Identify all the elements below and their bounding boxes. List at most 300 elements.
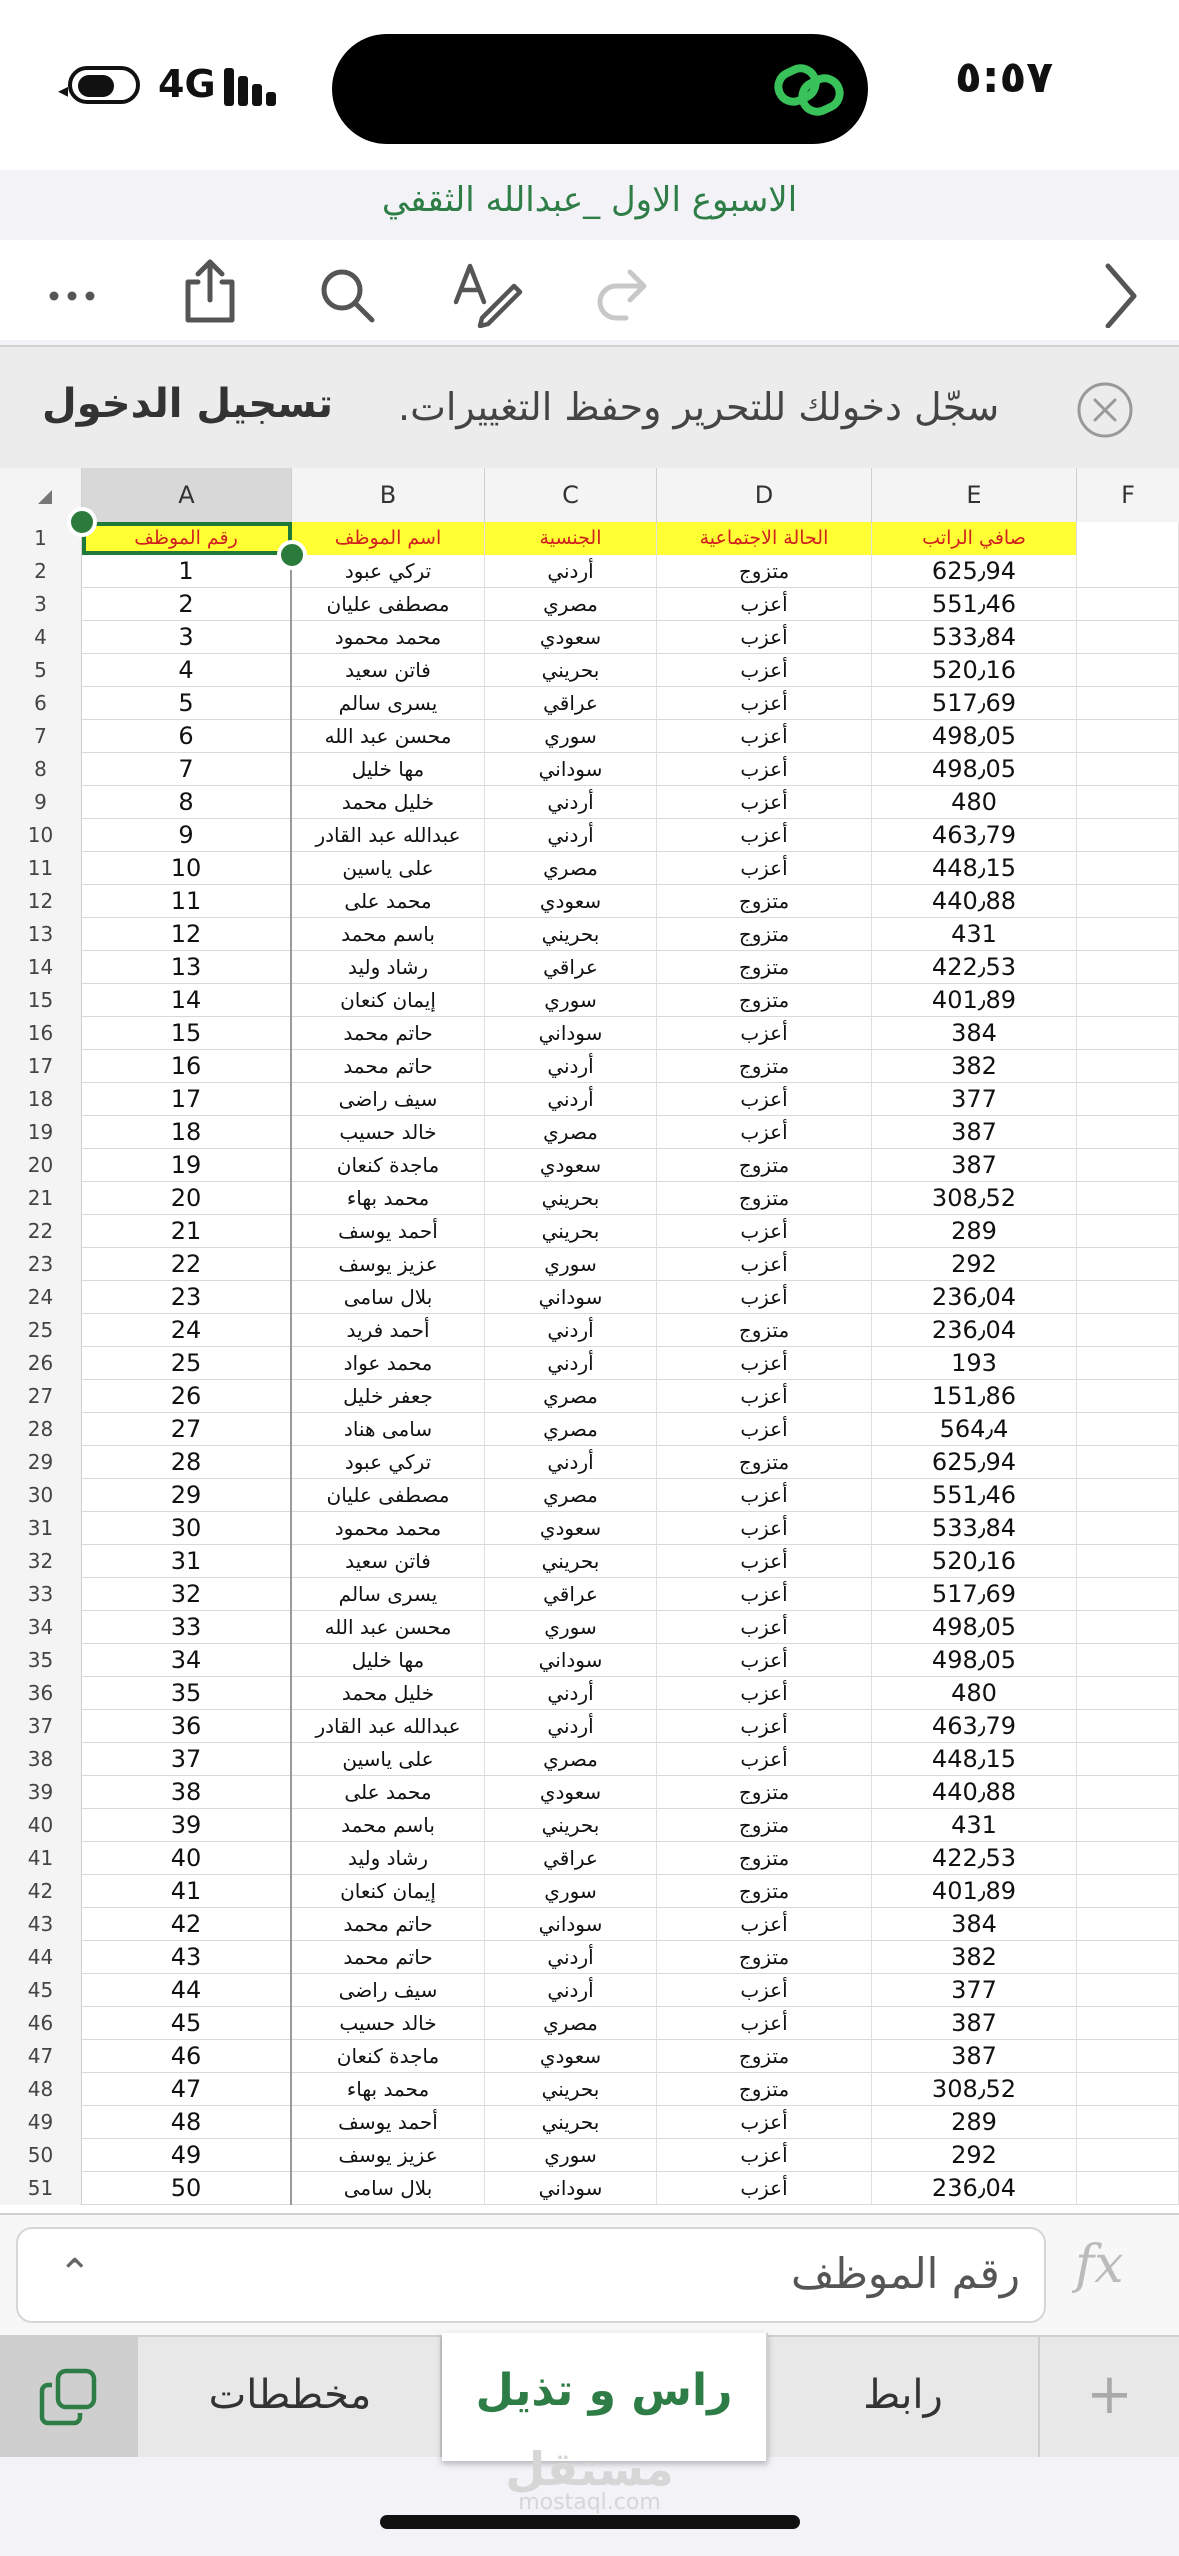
cell-marital-status[interactable]: متزوج: [657, 555, 872, 588]
cell-net-salary[interactable]: 289: [872, 1215, 1077, 1248]
cell-net-salary[interactable]: 533٫84: [872, 621, 1077, 654]
cell-nationality[interactable]: سوري: [485, 720, 657, 753]
cell-employee-id[interactable]: 10: [82, 852, 292, 885]
cell-employee-name[interactable]: باسم محمد: [292, 1809, 485, 1842]
row-number[interactable]: 36: [0, 1677, 82, 1710]
cell-employee-name[interactable]: مها خليل: [292, 1644, 485, 1677]
cell-net-salary[interactable]: 448٫15: [872, 1743, 1077, 1776]
row-number[interactable]: 21: [0, 1182, 82, 1215]
cell-marital-status[interactable]: أعزب: [657, 1512, 872, 1545]
cell-employee-id[interactable]: 39: [82, 1809, 292, 1842]
cell-net-salary[interactable]: 564٫4: [872, 1413, 1077, 1446]
cell-employee-id[interactable]: 15: [82, 1017, 292, 1050]
cell-net-salary[interactable]: 236٫04: [872, 1314, 1077, 1347]
cell-header-nationality[interactable]: الجنسية: [485, 522, 657, 555]
cell-employee-name[interactable]: محسن عبد الله: [292, 720, 485, 753]
cell-employee-id[interactable]: 33: [82, 1611, 292, 1644]
cell-nationality[interactable]: سوداني: [485, 1908, 657, 1941]
cell-net-salary[interactable]: 625٫94: [872, 1446, 1077, 1479]
cell-nationality[interactable]: سوري: [485, 984, 657, 1017]
cell-nationality[interactable]: سوداني: [485, 1017, 657, 1050]
cell-marital-status[interactable]: متزوج: [657, 1182, 872, 1215]
cell-net-salary[interactable]: 401٫89: [872, 1875, 1077, 1908]
cell-empty[interactable]: [1077, 1248, 1179, 1281]
cell-employee-id[interactable]: 25: [82, 1347, 292, 1380]
cell-employee-id[interactable]: 13: [82, 951, 292, 984]
row-number[interactable]: 37: [0, 1710, 82, 1743]
column-header-b[interactable]: B: [292, 468, 485, 522]
redo-icon[interactable]: [586, 252, 662, 328]
cell-marital-status[interactable]: متزوج: [657, 1842, 872, 1875]
cell-nationality[interactable]: أردني: [485, 1710, 657, 1743]
cell-empty[interactable]: [1077, 1083, 1179, 1116]
row-number[interactable]: 1: [0, 522, 82, 555]
cell-net-salary[interactable]: 236٫04: [872, 2172, 1077, 2205]
cell-nationality[interactable]: أردني: [485, 786, 657, 819]
cell-employee-id[interactable]: 44: [82, 1974, 292, 2007]
cell-employee-id[interactable]: 17: [82, 1083, 292, 1116]
cell-nationality[interactable]: سوداني: [485, 2172, 657, 2205]
cell-nationality[interactable]: عراقي: [485, 1842, 657, 1875]
cell-empty[interactable]: [1077, 654, 1179, 687]
cell-nationality[interactable]: سوري: [485, 1248, 657, 1281]
cell-employee-name[interactable]: خالد حسيب: [292, 2007, 485, 2040]
cell-nationality[interactable]: بحريني: [485, 1809, 657, 1842]
cell-marital-status[interactable]: متزوج: [657, 1314, 872, 1347]
cell-nationality[interactable]: أردني: [485, 1083, 657, 1116]
row-number[interactable]: 13: [0, 918, 82, 951]
cell-employee-id[interactable]: 4: [82, 654, 292, 687]
cell-marital-status[interactable]: أعزب: [657, 1017, 872, 1050]
cell-marital-status[interactable]: أعزب: [657, 753, 872, 786]
cell-empty[interactable]: [1077, 522, 1179, 555]
cell-net-salary[interactable]: 498٫05: [872, 753, 1077, 786]
cell-marital-status[interactable]: متزوج: [657, 2073, 872, 2106]
cell-nationality[interactable]: أردني: [485, 1974, 657, 2007]
cell-net-salary[interactable]: 431: [872, 918, 1077, 951]
row-number[interactable]: 24: [0, 1281, 82, 1314]
cell-employee-name[interactable]: يسرى سالم: [292, 687, 485, 720]
cell-nationality[interactable]: سعودي: [485, 2040, 657, 2073]
cell-header-net-salary[interactable]: صافي الراتب: [872, 522, 1077, 555]
cell-empty[interactable]: [1077, 1842, 1179, 1875]
cell-net-salary[interactable]: 551٫46: [872, 588, 1077, 621]
cell-nationality[interactable]: بحريني: [485, 2073, 657, 2106]
cell-employee-id[interactable]: 29: [82, 1479, 292, 1512]
cell-marital-status[interactable]: أعزب: [657, 1743, 872, 1776]
cell-employee-id[interactable]: 18: [82, 1116, 292, 1149]
cell-marital-status[interactable]: أعزب: [657, 1677, 872, 1710]
cell-header-employee-id[interactable]: رقم الموظف: [82, 522, 292, 555]
cell-empty[interactable]: [1077, 1347, 1179, 1380]
cell-net-salary[interactable]: 382: [872, 1050, 1077, 1083]
cell-employee-name[interactable]: عزيز يوسف: [292, 1248, 485, 1281]
cell-employee-id[interactable]: 37: [82, 1743, 292, 1776]
cell-marital-status[interactable]: أعزب: [657, 1248, 872, 1281]
spreadsheet-grid[interactable]: [0, 468, 1179, 2213]
cell-empty[interactable]: [1077, 1578, 1179, 1611]
cell-employee-id[interactable]: 47: [82, 2073, 292, 2106]
cell-employee-id[interactable]: 48: [82, 2106, 292, 2139]
cell-employee-id[interactable]: 43: [82, 1941, 292, 1974]
cell-empty[interactable]: [1077, 2139, 1179, 2172]
cell-marital-status[interactable]: أعزب: [657, 1479, 872, 1512]
cell-nationality[interactable]: سعودي: [485, 885, 657, 918]
cell-empty[interactable]: [1077, 2106, 1179, 2139]
row-number[interactable]: 8: [0, 753, 82, 786]
cell-net-salary[interactable]: 377: [872, 1974, 1077, 2007]
fx-icon[interactable]: fx: [1075, 2235, 1124, 2295]
cell-empty[interactable]: [1077, 1413, 1179, 1446]
row-number[interactable]: 34: [0, 1611, 82, 1644]
cell-employee-name[interactable]: رشاد وليد: [292, 1842, 485, 1875]
row-number[interactable]: 20: [0, 1149, 82, 1182]
cell-marital-status[interactable]: أعزب: [657, 1380, 872, 1413]
home-indicator[interactable]: [380, 2515, 800, 2529]
cell-marital-status[interactable]: أعزب: [657, 1578, 872, 1611]
column-header-a[interactable]: A: [82, 468, 292, 522]
cell-marital-status[interactable]: أعزب: [657, 1083, 872, 1116]
cell-employee-name[interactable]: أحمد فريد: [292, 1314, 485, 1347]
cell-nationality[interactable]: سعودي: [485, 1149, 657, 1182]
cell-marital-status[interactable]: أعزب: [657, 1281, 872, 1314]
cell-empty[interactable]: [1077, 1446, 1179, 1479]
cell-empty[interactable]: [1077, 1644, 1179, 1677]
row-number[interactable]: 15: [0, 984, 82, 1017]
row-number[interactable]: 41: [0, 1842, 82, 1875]
selection-handle-start[interactable]: [67, 507, 97, 537]
cell-marital-status[interactable]: أعزب: [657, 852, 872, 885]
cell-net-salary[interactable]: 431: [872, 1809, 1077, 1842]
cell-employee-name[interactable]: محمد عواد: [292, 1347, 485, 1380]
cell-employee-id[interactable]: 23: [82, 1281, 292, 1314]
cell-marital-status[interactable]: متزوج: [657, 1446, 872, 1479]
cell-empty[interactable]: [1077, 1776, 1179, 1809]
row-number[interactable]: 47: [0, 2040, 82, 2073]
cell-empty[interactable]: [1077, 885, 1179, 918]
row-number[interactable]: 49: [0, 2106, 82, 2139]
cell-employee-id[interactable]: 3: [82, 621, 292, 654]
cell-net-salary[interactable]: 498٫05: [872, 720, 1077, 753]
cell-employee-name[interactable]: إيمان كنعان: [292, 1875, 485, 1908]
cell-employee-name[interactable]: خليل محمد: [292, 1677, 485, 1710]
cell-marital-status[interactable]: أعزب: [657, 786, 872, 819]
cell-empty[interactable]: [1077, 687, 1179, 720]
cell-employee-id[interactable]: 9: [82, 819, 292, 852]
cell-net-salary[interactable]: 440٫88: [872, 885, 1077, 918]
cell-employee-name[interactable]: تركي عبود: [292, 555, 485, 588]
cell-nationality[interactable]: بحريني: [485, 918, 657, 951]
column-header-c[interactable]: C: [485, 468, 657, 522]
formula-input[interactable]: [16, 2227, 1046, 2323]
cell-employee-name[interactable]: عزيز يوسف: [292, 2139, 485, 2172]
cell-empty[interactable]: [1077, 1809, 1179, 1842]
cell-net-salary[interactable]: 236٫04: [872, 1281, 1077, 1314]
row-number[interactable]: 43: [0, 1908, 82, 1941]
row-number[interactable]: 18: [0, 1083, 82, 1116]
row-number[interactable]: 16: [0, 1017, 82, 1050]
cell-marital-status[interactable]: أعزب: [657, 2106, 872, 2139]
cell-nationality[interactable]: بحريني: [485, 1182, 657, 1215]
cell-net-salary[interactable]: 382: [872, 1941, 1077, 1974]
cell-employee-id[interactable]: 8: [82, 786, 292, 819]
cell-nationality[interactable]: بحريني: [485, 1215, 657, 1248]
cell-net-salary[interactable]: 384: [872, 1017, 1077, 1050]
cell-marital-status[interactable]: متزوج: [657, 1149, 872, 1182]
cell-employee-name[interactable]: يسرى سالم: [292, 1578, 485, 1611]
cell-employee-id[interactable]: 24: [82, 1314, 292, 1347]
cell-net-salary[interactable]: 292: [872, 2139, 1077, 2172]
cell-employee-id[interactable]: 1: [82, 555, 292, 588]
cell-empty[interactable]: [1077, 1281, 1179, 1314]
cell-empty[interactable]: [1077, 1677, 1179, 1710]
cell-empty[interactable]: [1077, 1875, 1179, 1908]
cell-empty[interactable]: [1077, 1050, 1179, 1083]
row-number[interactable]: 33: [0, 1578, 82, 1611]
cell-marital-status[interactable]: أعزب: [657, 2139, 872, 2172]
cell-employee-id[interactable]: 36: [82, 1710, 292, 1743]
signin-button[interactable]: تسجيل الدخول: [42, 381, 333, 427]
tab-charts[interactable]: مخططات: [140, 2337, 442, 2457]
cell-employee-id[interactable]: 32: [82, 1578, 292, 1611]
cell-net-salary[interactable]: 440٫88: [872, 1776, 1077, 1809]
cell-nationality[interactable]: أردني: [485, 1347, 657, 1380]
cell-empty[interactable]: [1077, 1710, 1179, 1743]
cell-employee-name[interactable]: خليل محمد: [292, 786, 485, 819]
tab-link[interactable]: رابط: [768, 2337, 1040, 2457]
cell-employee-name[interactable]: جعفر خليل: [292, 1380, 485, 1413]
cell-marital-status[interactable]: متزوج: [657, 885, 872, 918]
cell-empty[interactable]: [1077, 918, 1179, 951]
cell-empty[interactable]: [1077, 720, 1179, 753]
cell-net-salary[interactable]: 308٫52: [872, 2073, 1077, 2106]
cell-empty[interactable]: [1077, 852, 1179, 885]
cell-empty[interactable]: [1077, 1611, 1179, 1644]
cell-empty[interactable]: [1077, 2040, 1179, 2073]
row-number[interactable]: 48: [0, 2073, 82, 2106]
cell-employee-id[interactable]: 35: [82, 1677, 292, 1710]
cell-employee-id[interactable]: 40: [82, 1842, 292, 1875]
cell-nationality[interactable]: أردني: [485, 1941, 657, 1974]
cell-employee-id[interactable]: 28: [82, 1446, 292, 1479]
cell-marital-status[interactable]: أعزب: [657, 1908, 872, 1941]
cell-nationality[interactable]: سوري: [485, 1611, 657, 1644]
cell-marital-status[interactable]: أعزب: [657, 687, 872, 720]
cell-employee-id[interactable]: 49: [82, 2139, 292, 2172]
cell-empty[interactable]: [1077, 2073, 1179, 2106]
cell-nationality[interactable]: سعودي: [485, 1776, 657, 1809]
row-number[interactable]: 42: [0, 1875, 82, 1908]
cell-net-salary[interactable]: 498٫05: [872, 1644, 1077, 1677]
cell-nationality[interactable]: سعودي: [485, 1512, 657, 1545]
cell-marital-status[interactable]: متزوج: [657, 2040, 872, 2073]
cell-nationality[interactable]: مصري: [485, 1413, 657, 1446]
more-icon[interactable]: [34, 252, 110, 328]
cell-net-salary[interactable]: 448٫15: [872, 852, 1077, 885]
cell-employee-id[interactable]: 12: [82, 918, 292, 951]
cell-marital-status[interactable]: أعزب: [657, 1974, 872, 2007]
row-number[interactable]: 22: [0, 1215, 82, 1248]
cell-nationality[interactable]: أردني: [485, 819, 657, 852]
cell-net-salary[interactable]: 289: [872, 2106, 1077, 2139]
row-number[interactable]: 26: [0, 1347, 82, 1380]
cell-nationality[interactable]: مصري: [485, 1116, 657, 1149]
document-title[interactable]: الاسبوع الاول _عبدالله الثقفي: [381, 180, 798, 220]
cell-employee-name[interactable]: محسن عبد الله: [292, 1611, 485, 1644]
cell-nationality[interactable]: سوداني: [485, 1281, 657, 1314]
row-number[interactable]: 7: [0, 720, 82, 753]
cell-employee-name[interactable]: سيف راضى: [292, 1083, 485, 1116]
cell-employee-id[interactable]: 14: [82, 984, 292, 1017]
cell-employee-id[interactable]: 2: [82, 588, 292, 621]
cell-employee-id[interactable]: 34: [82, 1644, 292, 1677]
cell-employee-id[interactable]: 21: [82, 1215, 292, 1248]
cell-employee-name[interactable]: محمد محمود: [292, 621, 485, 654]
cell-empty[interactable]: [1077, 753, 1179, 786]
cell-marital-status[interactable]: متزوج: [657, 1809, 872, 1842]
cell-employee-name[interactable]: محمد على: [292, 885, 485, 918]
cell-marital-status[interactable]: متزوج: [657, 1941, 872, 1974]
column-header-d[interactable]: D: [657, 468, 872, 522]
row-number[interactable]: 46: [0, 2007, 82, 2040]
cell-empty[interactable]: [1077, 1314, 1179, 1347]
cell-net-salary[interactable]: 387: [872, 1116, 1077, 1149]
cell-nationality[interactable]: مصري: [485, 1380, 657, 1413]
cell-nationality[interactable]: عراقي: [485, 687, 657, 720]
cell-employee-name[interactable]: بلال سامى: [292, 2172, 485, 2205]
cell-net-salary[interactable]: 308٫52: [872, 1182, 1077, 1215]
cell-empty[interactable]: [1077, 588, 1179, 621]
column-header-e[interactable]: E: [872, 468, 1077, 522]
cell-employee-name[interactable]: ماجدة كنعان: [292, 1149, 485, 1182]
cell-nationality[interactable]: مصري: [485, 1479, 657, 1512]
cell-empty[interactable]: [1077, 621, 1179, 654]
cell-nationality[interactable]: أردني: [485, 1050, 657, 1083]
cell-nationality[interactable]: بحريني: [485, 1545, 657, 1578]
cell-header-marital-status[interactable]: الحالة الاجتماعية: [657, 522, 872, 555]
cell-marital-status[interactable]: أعزب: [657, 588, 872, 621]
cell-empty[interactable]: [1077, 1941, 1179, 1974]
row-number[interactable]: 2: [0, 555, 82, 588]
row-number[interactable]: 27: [0, 1380, 82, 1413]
format-icon[interactable]: [448, 252, 524, 328]
chevron-up-icon[interactable]: ⌃: [58, 2251, 92, 2297]
cell-net-salary[interactable]: 292: [872, 1248, 1077, 1281]
cell-nationality[interactable]: سوداني: [485, 753, 657, 786]
cell-net-salary[interactable]: 463٫79: [872, 819, 1077, 852]
row-number[interactable]: 23: [0, 1248, 82, 1281]
cell-employee-name[interactable]: على ياسين: [292, 1743, 485, 1776]
cell-employee-name[interactable]: أحمد يوسف: [292, 2106, 485, 2139]
cell-marital-status[interactable]: متزوج: [657, 1776, 872, 1809]
cell-nationality[interactable]: أردني: [485, 555, 657, 588]
row-number[interactable]: 6: [0, 687, 82, 720]
add-sheet-button[interactable]: +: [1086, 2362, 1133, 2427]
cell-net-salary[interactable]: 520٫16: [872, 1545, 1077, 1578]
row-number[interactable]: 39: [0, 1776, 82, 1809]
row-number[interactable]: 3: [0, 588, 82, 621]
cell-net-salary[interactable]: 151٫86: [872, 1380, 1077, 1413]
cell-marital-status[interactable]: أعزب: [657, 2172, 872, 2205]
cell-nationality[interactable]: أردني: [485, 1314, 657, 1347]
cell-employee-id[interactable]: 31: [82, 1545, 292, 1578]
cell-nationality[interactable]: أردني: [485, 1677, 657, 1710]
cell-net-salary[interactable]: 625٫94: [872, 555, 1077, 588]
row-number[interactable]: 12: [0, 885, 82, 918]
cell-net-salary[interactable]: 480: [872, 786, 1077, 819]
cell-nationality[interactable]: بحريني: [485, 654, 657, 687]
cell-empty[interactable]: [1077, 2007, 1179, 2040]
cell-net-salary[interactable]: 422٫53: [872, 1842, 1077, 1875]
row-number[interactable]: 11: [0, 852, 82, 885]
cell-marital-status[interactable]: متزوج: [657, 984, 872, 1017]
cell-empty[interactable]: [1077, 1743, 1179, 1776]
cell-marital-status[interactable]: أعزب: [657, 1347, 872, 1380]
cell-empty[interactable]: [1077, 786, 1179, 819]
cell-employee-name[interactable]: رشاد وليد: [292, 951, 485, 984]
cell-employee-name[interactable]: إيمان كنعان: [292, 984, 485, 1017]
row-number[interactable]: 4: [0, 621, 82, 654]
selection-handle-end[interactable]: [277, 540, 307, 570]
cell-net-salary[interactable]: 463٫79: [872, 1710, 1077, 1743]
row-number[interactable]: 10: [0, 819, 82, 852]
cell-employee-name[interactable]: فاتن سعيد: [292, 1545, 485, 1578]
cell-employee-name[interactable]: محمد على: [292, 1776, 485, 1809]
cell-employee-name[interactable]: محمد محمود: [292, 1512, 485, 1545]
cell-empty[interactable]: [1077, 1017, 1179, 1050]
cell-employee-name[interactable]: مصطفى عليان: [292, 1479, 485, 1512]
cell-header-employee-name[interactable]: اسم الموظف: [292, 522, 485, 555]
cell-net-salary[interactable]: 387: [872, 2007, 1077, 2040]
cell-marital-status[interactable]: أعزب: [657, 720, 872, 753]
cell-nationality[interactable]: مصري: [485, 588, 657, 621]
cell-net-salary[interactable]: 517٫69: [872, 687, 1077, 720]
cell-net-salary[interactable]: 533٫84: [872, 1512, 1077, 1545]
cell-marital-status[interactable]: متزوج: [657, 918, 872, 951]
cell-nationality[interactable]: سوداني: [485, 1644, 657, 1677]
cell-empty[interactable]: [1077, 1479, 1179, 1512]
cell-employee-id[interactable]: 22: [82, 1248, 292, 1281]
row-number[interactable]: 25: [0, 1314, 82, 1347]
cell-employee-name[interactable]: بلال سامى: [292, 1281, 485, 1314]
cell-marital-status[interactable]: أعزب: [657, 1116, 872, 1149]
cell-employee-name[interactable]: حاتم محمد: [292, 1050, 485, 1083]
cell-net-salary[interactable]: 401٫89: [872, 984, 1077, 1017]
cell-marital-status[interactable]: أعزب: [657, 1710, 872, 1743]
row-number[interactable]: 32: [0, 1545, 82, 1578]
cell-empty[interactable]: [1077, 1116, 1179, 1149]
cell-net-salary[interactable]: 498٫05: [872, 1611, 1077, 1644]
cell-empty[interactable]: [1077, 1512, 1179, 1545]
cell-nationality[interactable]: سعودي: [485, 621, 657, 654]
cell-employee-name[interactable]: سامى هناد: [292, 1413, 485, 1446]
column-header-f[interactable]: F: [1121, 481, 1135, 509]
cell-employee-id[interactable]: 50: [82, 2172, 292, 2205]
cell-empty[interactable]: [1077, 1380, 1179, 1413]
row-number[interactable]: 14: [0, 951, 82, 984]
cell-employee-id[interactable]: 6: [82, 720, 292, 753]
cell-empty[interactable]: [1077, 1215, 1179, 1248]
cell-nationality[interactable]: سوري: [485, 2139, 657, 2172]
cell-employee-id[interactable]: 41: [82, 1875, 292, 1908]
row-number[interactable]: 50: [0, 2139, 82, 2172]
cell-employee-name[interactable]: خالد حسيب: [292, 1116, 485, 1149]
search-icon[interactable]: [310, 252, 386, 328]
row-number[interactable]: 30: [0, 1479, 82, 1512]
cell-empty[interactable]: [1077, 2172, 1179, 2205]
cell-empty[interactable]: [1077, 1545, 1179, 1578]
cell-net-salary[interactable]: 517٫69: [872, 1578, 1077, 1611]
